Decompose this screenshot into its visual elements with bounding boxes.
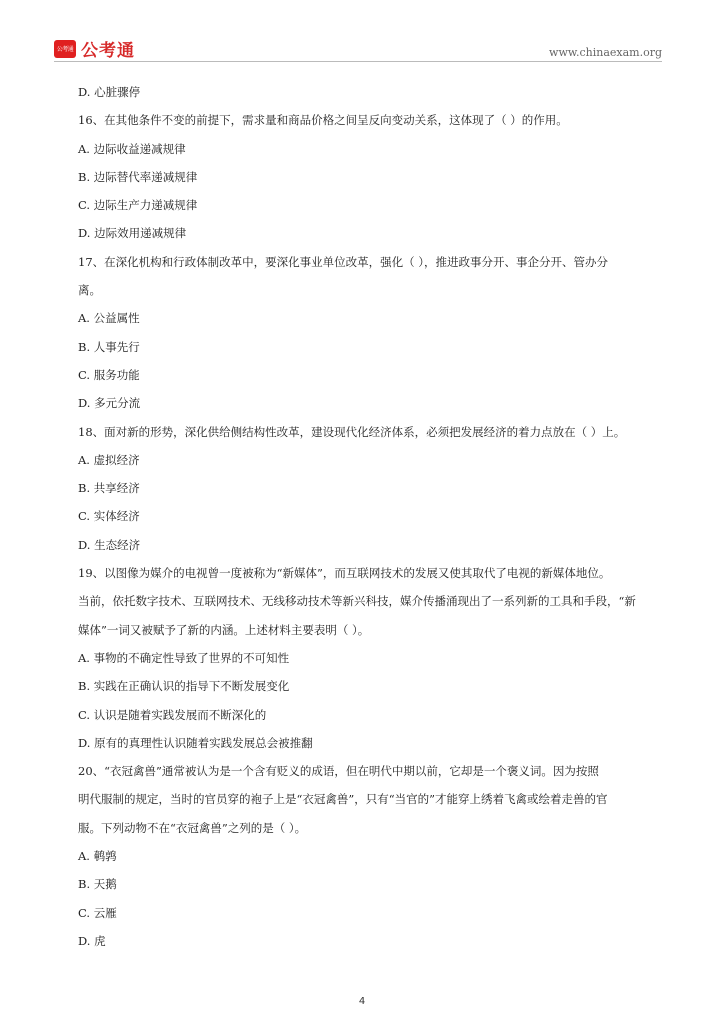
answer-option: B. 人事先行 bbox=[78, 339, 140, 354]
question-line: 当前，依托数字技术、互联网技术、无线移动技术等新兴科技，媒介传播涌现出了一系列新的工具和手段，“新 bbox=[78, 594, 636, 609]
question-stem bbox=[78, 757, 672, 842]
answer-option: B. 共享经济 bbox=[78, 481, 140, 496]
question-line: 18、面对新的形势，深化供给侧结构性改革，建设现代化经济体系，必须把发展经济的着力点放在（ ）上。 bbox=[78, 424, 626, 439]
document-body bbox=[78, 78, 672, 955]
logo-badge-icon: 公考通 bbox=[54, 40, 76, 58]
answer-option: D. 边际效用递减规律 bbox=[78, 226, 187, 241]
answer-option: C. 认识是随着实践发展而不断深化的 bbox=[78, 707, 267, 722]
answer-option: A. 事物的不确定性导致了世界的不可知性 bbox=[78, 650, 290, 665]
question-line: 17、在深化机构和行政体制改革中，要深化事业单位改革，强化（ ），推进政事分开、事企分开、管办分 bbox=[78, 254, 609, 269]
question-line: 离。 bbox=[78, 283, 101, 298]
question-line: 明代服制的规定，当时的官员穿的袍子上是“衣冠禽兽”，只有“当官的”才能穿上绣着飞禽或绘着走兽的官 bbox=[78, 792, 608, 807]
answer-option: D. 虎 bbox=[78, 933, 106, 948]
header-divider bbox=[54, 61, 662, 62]
answer-option: B. 实践在正确认识的指导下不断发展变化 bbox=[78, 679, 290, 694]
answer-option: D. 心脏骤停 bbox=[78, 85, 141, 99]
answer-option: C. 云雁 bbox=[78, 905, 117, 920]
answer-option: A. 边际收益递减规律 bbox=[78, 141, 186, 156]
question-stem bbox=[78, 418, 672, 446]
answer-option: D. 原有的真理性认识随着实践发展总会被推翻 bbox=[78, 735, 313, 750]
question-line: 19、以图像为媒介的电视曾一度被称为“新媒体”，而互联网技术的发展又使其取代了电视的新媒体地位。 bbox=[78, 566, 611, 581]
answer-option: B. 天鹅 bbox=[78, 877, 117, 892]
question-line: 16、在其他条件不变的前提下，需求量和商品价格之间呈反向变动关系，这体现了（ ）的作用。 bbox=[78, 113, 568, 128]
answer-option: C. 实体经济 bbox=[78, 509, 140, 524]
answer-option: D. 生态经济 bbox=[78, 537, 141, 552]
logo bbox=[54, 36, 135, 61]
page-header bbox=[54, 32, 662, 62]
question-stem bbox=[78, 248, 672, 305]
answer-option: C. 边际生产力递减规律 bbox=[78, 198, 198, 213]
answer-option: A. 鹌鹑 bbox=[78, 849, 117, 864]
question-stem bbox=[78, 559, 672, 644]
answer-option: B. 边际替代率递减规律 bbox=[78, 169, 198, 184]
question-line: 服。下列动物不在“衣冠禽兽”之列的是（ ）。 bbox=[78, 820, 307, 835]
question-line: 媒体”一词又被赋予了新的内涵。上述材料主要表明（ ）。 bbox=[78, 622, 370, 637]
answer-option: D. 多元分流 bbox=[78, 396, 141, 411]
page-number: 4 bbox=[358, 996, 366, 1007]
answer-option: A. 虚拟经济 bbox=[78, 452, 140, 467]
logo-text: 公考通 bbox=[81, 41, 135, 61]
answer-option: C. 服务功能 bbox=[78, 367, 140, 382]
question-stem bbox=[78, 106, 672, 134]
site-url: www.chinaexam.org bbox=[549, 46, 662, 59]
question-line: 20、“衣冠禽兽”通常被认为是一个含有贬义的成语，但在明代中期以前，它却是一个褒义词。因为按照 bbox=[78, 764, 599, 779]
answer-option: A. 公益属性 bbox=[78, 311, 140, 326]
